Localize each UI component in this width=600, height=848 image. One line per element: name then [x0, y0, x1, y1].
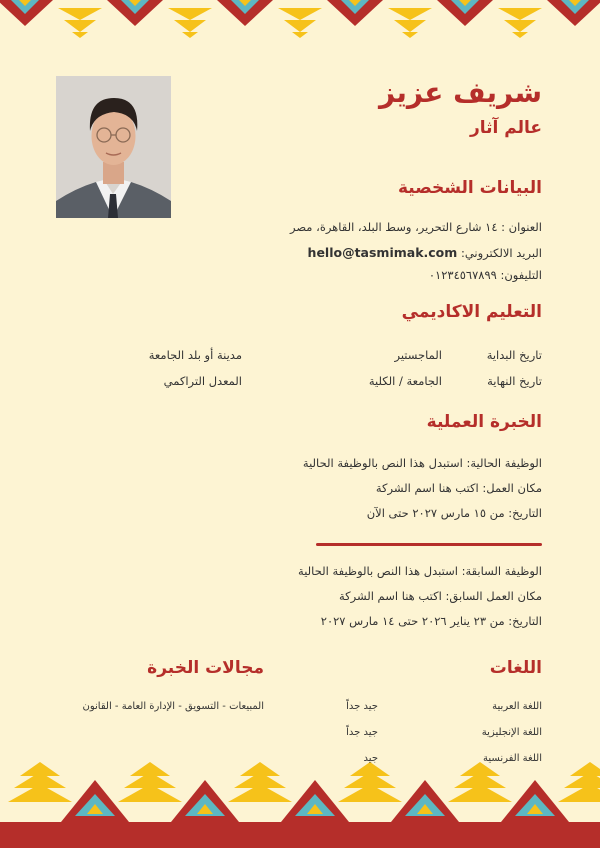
experience-divider	[316, 543, 542, 546]
language-name: اللغة العربية	[492, 701, 542, 712]
email-line	[308, 245, 542, 260]
current-job-value: استبدل هذا النص بالوظيفة الحالية	[302, 456, 463, 470]
person-name: شريف عزيز	[378, 76, 542, 109]
address-value: ١٤ شارع التحرير، وسط البلد، القاهرة، مصر	[289, 220, 498, 234]
language-name: اللغة الإنجليزية	[481, 727, 542, 738]
education-start-date: تاريخ البداية	[486, 348, 542, 362]
current-date-label: التاريخ:	[508, 506, 542, 520]
current-date-line	[367, 506, 542, 520]
education-end-date: تاريخ النهاية	[487, 374, 542, 388]
previous-job-line	[298, 564, 542, 578]
current-job-line	[303, 456, 542, 470]
section-title-languages: اللغات	[489, 658, 542, 678]
current-job-label: الوظيفة الحالية:	[466, 456, 542, 470]
profile-photo	[56, 76, 171, 218]
job-title: عالم آثار	[469, 118, 542, 138]
section-title-experience: الخبرة العملية	[426, 412, 542, 432]
phone-label: التليفون:	[500, 268, 542, 282]
skills-list: المبيعات - التسويق - الإدارة العامة - القانون	[82, 701, 264, 712]
section-title-skills: مجالات الخبرة	[147, 658, 264, 678]
current-place-value: اكتب هنا اسم الشركة	[375, 481, 479, 495]
phone-value: ٠١٢٣٤٥٦٧٨٩٩	[428, 268, 497, 282]
previous-place-line	[339, 589, 542, 603]
education-degree: الماجستير	[394, 348, 442, 362]
language-level: جيد جداً	[346, 727, 378, 738]
language-level: جيد	[363, 753, 378, 764]
section-title-personal: البيانات الشخصية	[397, 178, 542, 198]
language-level: جيد جداً	[346, 701, 378, 712]
section-title-education: التعليم الاكاديمي	[401, 302, 542, 322]
email-value: hello@tasmimak.com	[307, 245, 458, 260]
education-gpa: المعدل التراكمي	[163, 374, 242, 388]
current-place-label: مكان العمل:	[482, 481, 542, 495]
education-university: الجامعة / الكلية	[368, 374, 442, 388]
previous-date-line	[321, 614, 542, 628]
address-label: العنوان :	[501, 220, 542, 234]
previous-place-label: مكان العمل السابق:	[445, 589, 542, 603]
current-place-line	[376, 481, 542, 495]
language-name: اللغة الفرنسية	[483, 753, 542, 764]
previous-date-value: من ٢٣ يناير ٢٠٢٦ حتى ١٤ مارس ٢٠٢٧	[320, 614, 505, 628]
previous-date-label: التاريخ:	[508, 614, 542, 628]
phone-line	[429, 268, 542, 282]
address-line	[290, 220, 542, 234]
email-label: البريد الالكتروني:	[460, 246, 542, 260]
previous-place-value: اكتب هنا اسم الشركة	[338, 589, 442, 603]
previous-job-label: الوظيفة السابقة:	[461, 564, 542, 578]
previous-job-value: استبدل هذا النص بالوظيفة الحالية	[298, 564, 458, 578]
education-city: مدينة أو بلد الجامعة	[148, 348, 242, 362]
person-photo-icon	[56, 76, 171, 218]
current-date-value: من ١٥ مارس ٢٠٢٧ حتى الآن	[366, 506, 505, 520]
